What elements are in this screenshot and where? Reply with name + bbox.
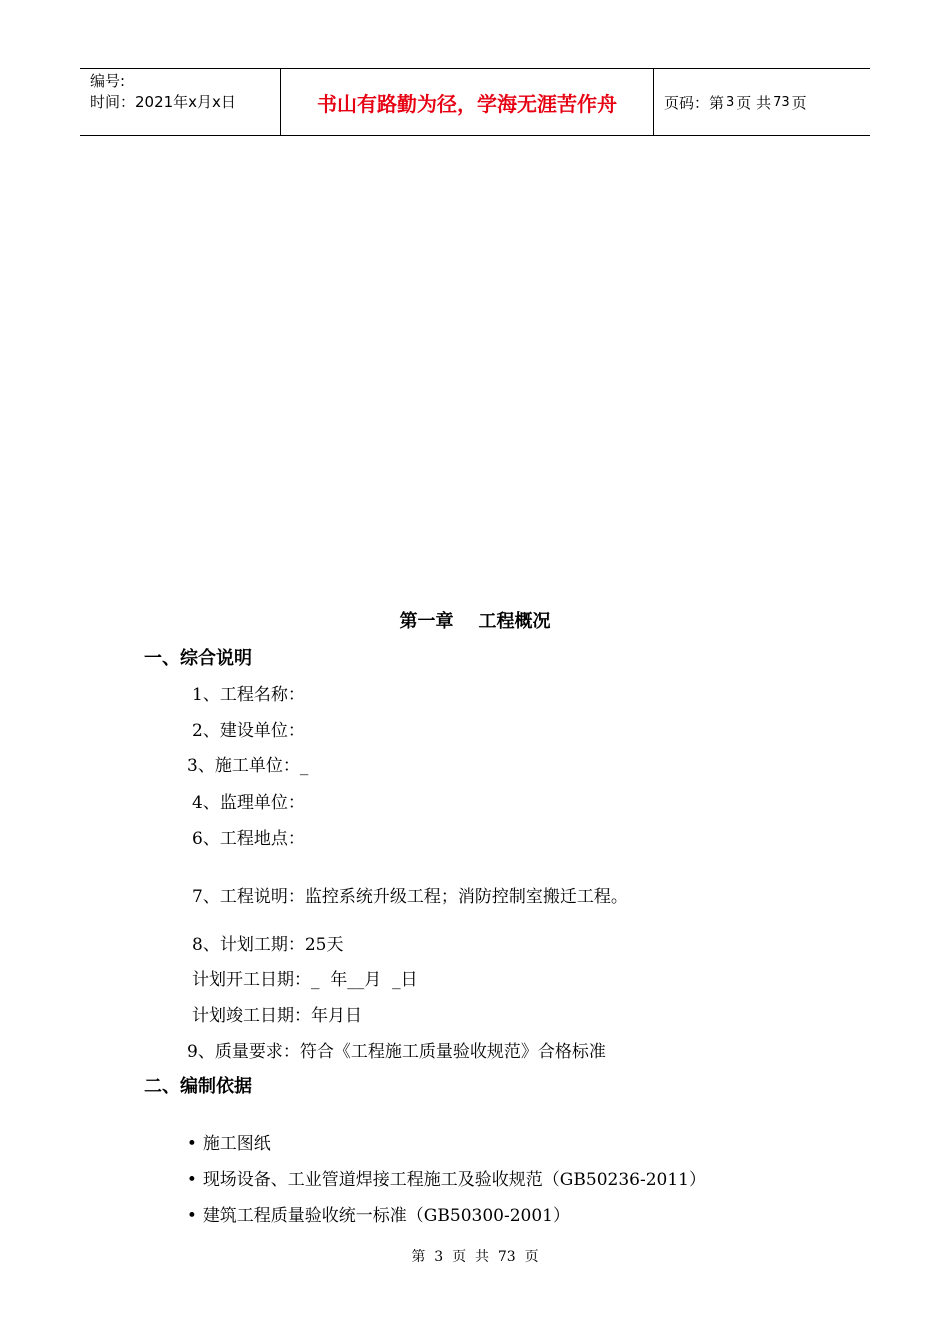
bullet-icon: • (186, 1134, 197, 1154)
item-supervision-unit: 4、监理单位： (192, 793, 305, 813)
item-planned-start-date: 计划开工日期：_ 年__月 _日 (192, 970, 418, 990)
item-project-location: 6、工程地点： (192, 829, 305, 849)
page-header (80, 68, 870, 136)
item-construction-unit: 3、施工单位：_ (187, 756, 309, 776)
section-heading-basis: 二、编制依据 (144, 1076, 252, 1097)
page-footer: 第 3 页 共 73 页 (411, 1249, 539, 1265)
page-total: 73 (773, 94, 790, 110)
bullet-icon: • (186, 1206, 197, 1226)
page-label-prefix: 页码：第 (664, 93, 725, 112)
basis-item-welding-code: 现场设备、工业管道焊接工程施工及验收规范（GB50236-2011） (202, 1170, 706, 1190)
header-motto: 书山有路勤为径，学海无涯苦作舟 (281, 69, 654, 135)
header-meta (80, 69, 281, 135)
item-owner-unit: 2、建设单位： (192, 721, 305, 741)
item-project-description: 7、工程说明：监控系统升级工程；消防控制室搬迁工程。 (192, 887, 628, 907)
list-item (176, 1181, 570, 1226)
bullet-icon: • (186, 1170, 197, 1190)
page-label-suffix: 页 (791, 93, 807, 112)
basis-item-quality-standard: 建筑工程质量验收统一标准（GB50300-2001） (202, 1206, 570, 1226)
item-quality-requirement: 9、质量要求：符合《工程施工质量验收规范》合格标准 (187, 1042, 606, 1062)
header-page-info (654, 69, 870, 135)
document-time-label: 时间：2021年x月x日 (90, 93, 236, 111)
item-planned-duration: 8、计划工期：25天 (192, 935, 344, 955)
section-heading-overview: 一、综合说明 (144, 648, 252, 669)
page-current: 3 (726, 94, 735, 110)
item-project-name: 1、工程名称： (192, 685, 305, 705)
document-number-label: 编号: (90, 72, 126, 90)
item-planned-completion-date: 计划竣工日期：年月日 (192, 1006, 362, 1026)
page-label-mid: 页 共 (736, 93, 772, 112)
basis-item-drawings: 施工图纸 (202, 1134, 271, 1154)
chapter-title: 第一章 工程概况 (399, 611, 551, 632)
